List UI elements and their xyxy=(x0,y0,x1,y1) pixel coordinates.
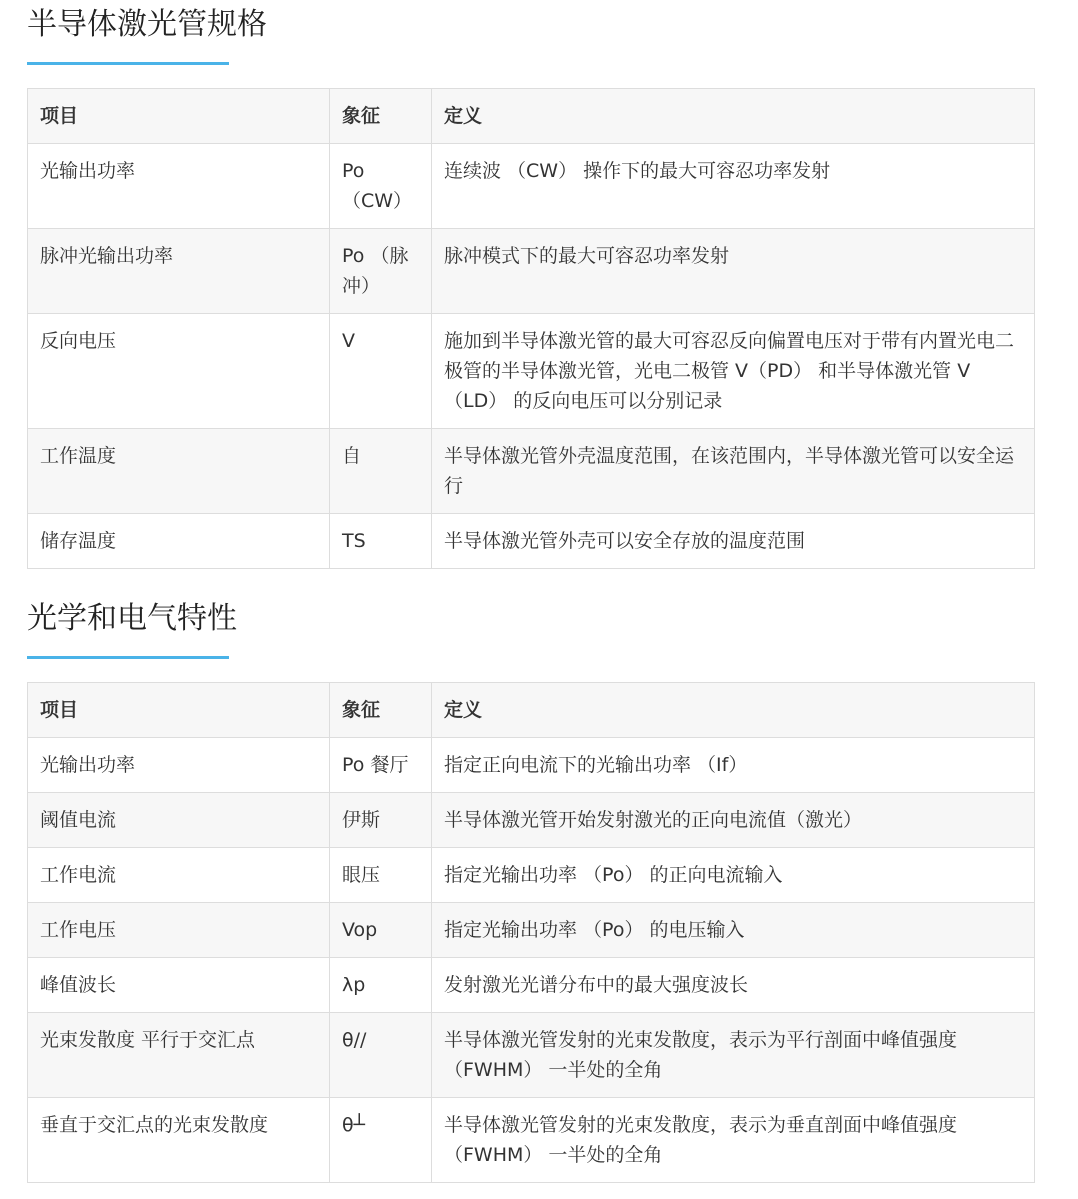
cell-item: 垂直于交汇点的光束发散度 xyxy=(28,1098,330,1183)
cell-symbol: θ// xyxy=(330,1013,432,1098)
cell-item: 光束发散度 平行于交汇点 xyxy=(28,1013,330,1098)
cell-definition: 指定光输出功率 （Po） 的正向电流输入 xyxy=(432,848,1035,903)
cell-item: 光输出功率 xyxy=(28,144,330,229)
cell-definition: 脉冲模式下的最大可容忍功率发射 xyxy=(432,229,1035,314)
table-row xyxy=(28,1013,1035,1098)
cell-symbol: Po 餐厅 xyxy=(330,738,432,793)
cell-symbol: TS xyxy=(330,514,432,569)
table-row xyxy=(28,1098,1035,1183)
cell-symbol: Vop xyxy=(330,903,432,958)
cell-definition: 半导体激光管外壳温度范围，在该范围内，半导体激光管可以安全运行 xyxy=(432,429,1035,514)
header-symbol: 象征 xyxy=(330,89,432,144)
cell-definition: 连续波 （CW） 操作下的最大可容忍功率发射 xyxy=(432,144,1035,229)
cell-definition: 半导体激光管发射的光束发散度，表示为平行剖面中峰值强度（FWHM） 一半处的全角 xyxy=(432,1013,1035,1098)
table-row xyxy=(28,429,1035,514)
cell-definition: 半导体激光管发射的光束发散度，表示为垂直剖面中峰值强度（FWHM） 一半处的全角 xyxy=(432,1098,1035,1183)
cell-definition: 施加到半导体激光管的最大可容忍反向偏置电压对于带有内置光电二极管的半导体激光管，光电二极管 V（PD） 和半导体激光管 V（LD） 的反向电压可以分别记录 xyxy=(432,314,1035,429)
cell-definition: 指定光输出功率 （Po） 的电压输入 xyxy=(432,903,1035,958)
cell-item: 光输出功率 xyxy=(28,738,330,793)
table-row xyxy=(28,738,1035,793)
header-item: 项目 xyxy=(28,89,330,144)
table-row xyxy=(28,229,1035,314)
header-definition: 定义 xyxy=(432,89,1035,144)
page-content xyxy=(27,0,1034,1166)
cell-symbol: Po （CW） xyxy=(330,144,432,229)
table-row xyxy=(28,848,1035,903)
table-header-row xyxy=(28,89,1035,144)
cell-symbol: 眼压 xyxy=(330,848,432,903)
section-optical-electrical xyxy=(27,594,1034,1183)
table-row xyxy=(28,144,1035,229)
spec-table xyxy=(27,682,1035,1183)
cell-symbol: 自 xyxy=(330,429,432,514)
cell-item: 峰值波长 xyxy=(28,958,330,1013)
cell-definition: 半导体激光管外壳可以安全存放的温度范围 xyxy=(432,514,1035,569)
cell-item: 储存温度 xyxy=(28,514,330,569)
cell-item: 阈值电流 xyxy=(28,793,330,848)
cell-item: 反向电压 xyxy=(28,314,330,429)
header-symbol: 象征 xyxy=(330,683,432,738)
cell-item: 工作电压 xyxy=(28,903,330,958)
cell-symbol: Po （脉冲） xyxy=(330,229,432,314)
header-item: 项目 xyxy=(28,683,330,738)
cell-definition: 半导体激光管开始发射激光的正向电流值（激光） xyxy=(432,793,1035,848)
cell-item: 工作电流 xyxy=(28,848,330,903)
section-laser-specs xyxy=(27,0,1034,569)
cell-symbol: 伊斯 xyxy=(330,793,432,848)
cell-item: 工作温度 xyxy=(28,429,330,514)
spec-table xyxy=(27,88,1035,569)
table-row xyxy=(28,514,1035,569)
cell-item: 脉冲光输出功率 xyxy=(28,229,330,314)
cell-symbol: V xyxy=(330,314,432,429)
cell-definition: 指定正向电流下的光输出功率 （If） xyxy=(432,738,1035,793)
section-title: 半导体激光管规格 xyxy=(27,7,267,42)
table-row xyxy=(28,793,1035,848)
cell-definition: 发射激光光谱分布中的最大强度波长 xyxy=(432,958,1035,1013)
header-definition: 定义 xyxy=(432,683,1035,738)
table-row xyxy=(28,958,1035,1013)
table-row xyxy=(28,314,1035,429)
section-title: 光学和电气特性 xyxy=(27,601,237,636)
cell-symbol: λp xyxy=(330,958,432,1013)
cell-symbol: θ┴ xyxy=(330,1098,432,1183)
table-row xyxy=(28,903,1035,958)
table-header-row xyxy=(28,683,1035,738)
